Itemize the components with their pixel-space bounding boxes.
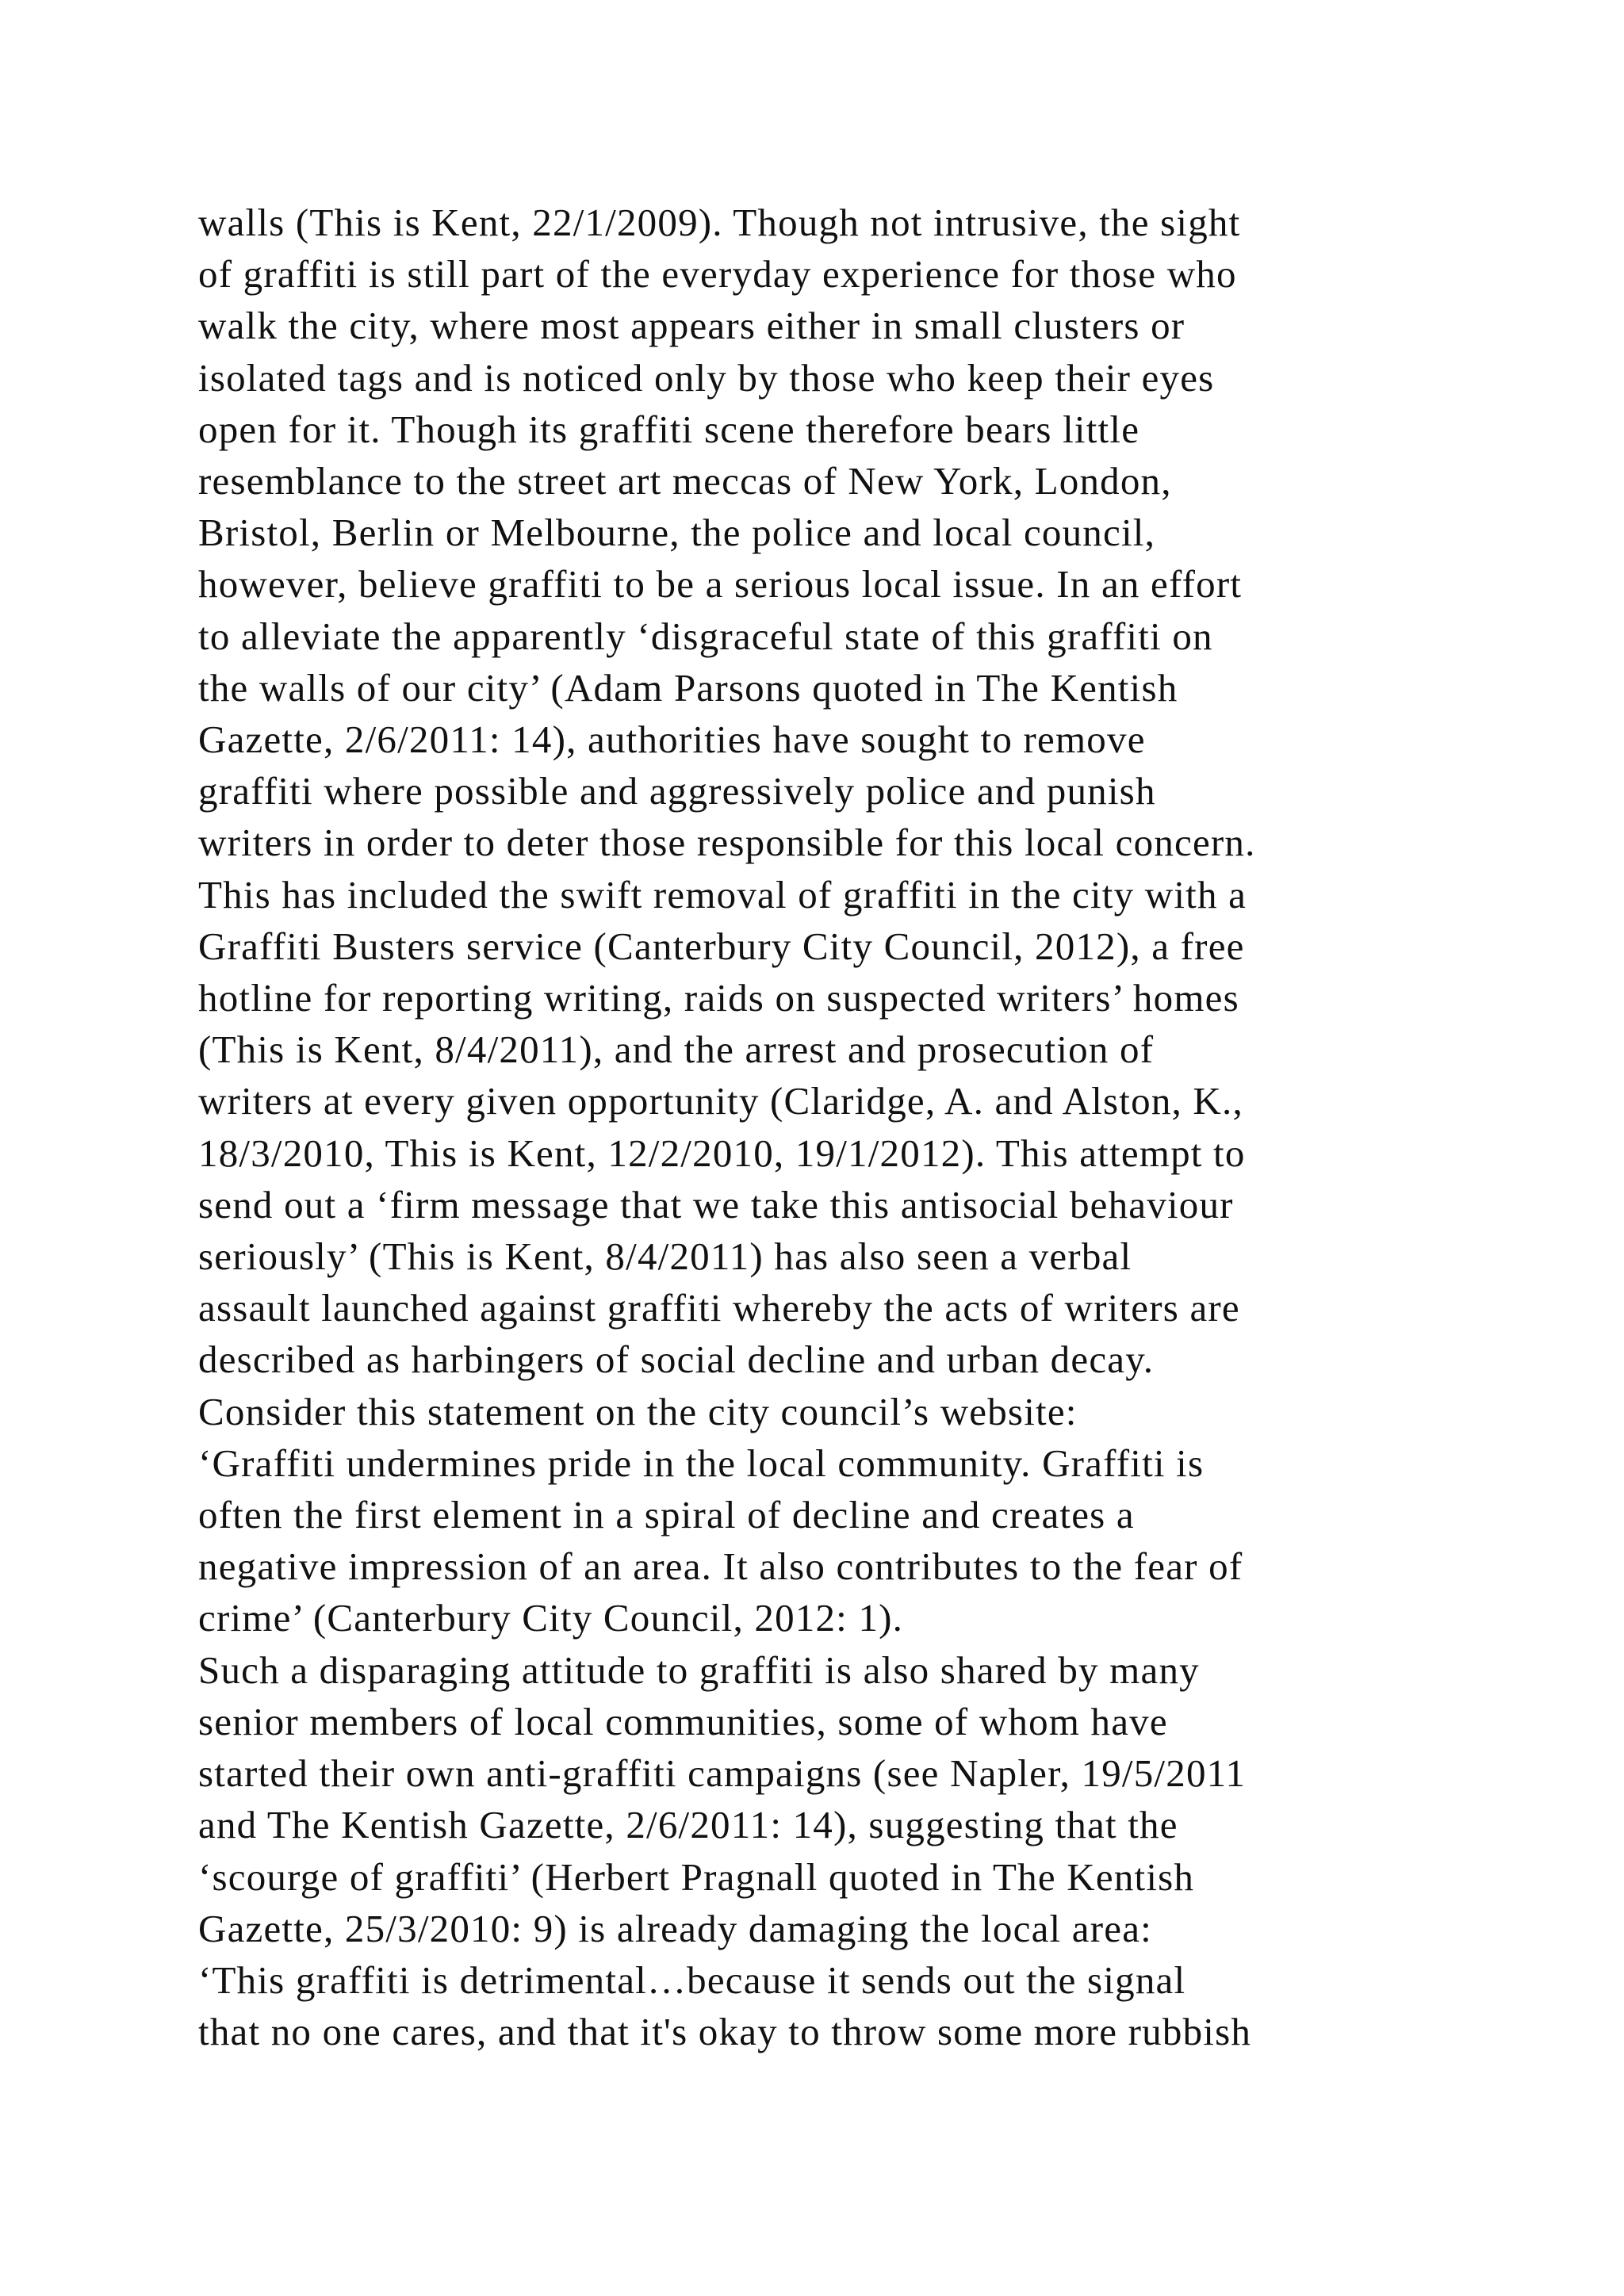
- text-line: Graffiti Busters service (Canterbury City Council, 2012), a free: [198, 924, 1245, 968]
- text-line: hotline for reporting writing, raids on suspected writers’ homes: [198, 976, 1239, 1020]
- text-line: and The Kentish Gazette, 2/6/2011: 14), suggesting that the: [198, 1803, 1178, 1847]
- text-line: walk the city, where most appears either in small clusters or: [198, 304, 1185, 348]
- text-line: described as harbingers of social decline and urban decay.: [198, 1337, 1155, 1382]
- text-line: seriously’ (This is Kent, 8/4/2011) has also seen a verbal: [198, 1234, 1132, 1279]
- text-line: walls (This is Kent, 22/1/2009). Though not intrusive, the sight: [198, 201, 1241, 244]
- body-text: [198, 197, 1435, 2057]
- text-line: ‘Graffiti undermines pride in the local community. Graffiti is: [198, 1441, 1205, 1485]
- text-line: Gazette, 25/3/2010: 9) is already damaging the local area:: [198, 1906, 1152, 1950]
- text-line: often the first element in a spiral of decline and creates a: [198, 1493, 1135, 1537]
- text-line: crime’ (Canterbury City Council, 2012: 1).: [198, 1596, 904, 1640]
- text-line: writers in order to deter those responsible for this local concern.: [198, 821, 1256, 865]
- text-line: Such a disparaging attitude to graffiti is also shared by many: [198, 1647, 1200, 1692]
- text-line: isolated tags and is noticed only by those who keep their eyes: [198, 355, 1215, 400]
- text-line: send out a ‘firm message that we take this antisocial behaviour: [198, 1182, 1234, 1226]
- text-line: writers at every given opportunity (Claridge, A. and Alston, K.,: [198, 1079, 1243, 1123]
- text-line: Gazette, 2/6/2011: 14), authorities have sought to remove: [198, 718, 1146, 762]
- text-line: started their own anti-graffiti campaigns (see Napler, 19/5/2011: [198, 1751, 1247, 1796]
- text-line: open for it. Though its graffiti scene therefore bears little: [198, 407, 1140, 451]
- text-line: (This is Kent, 8/4/2011), and the arrest and prosecution of: [198, 1027, 1155, 1072]
- text-line: however, believe graffiti to be a serious local issue. In an effort: [198, 562, 1243, 607]
- text-line: negative impression of an area. It also contributes to the fear of: [198, 1544, 1243, 1589]
- text-line: 18/3/2010, This is Kent, 12/2/2010, 19/1/2012). This attempt to: [198, 1131, 1246, 1175]
- text-line: Bristol, Berlin or Melbourne, the police and local council,: [198, 511, 1156, 555]
- text-line: of graffiti is still part of the everyday experience for those who: [198, 252, 1237, 297]
- text-line: that no one cares, and that it's okay to throw some more rubbish: [198, 2010, 1252, 2054]
- text-line: ‘scourge of graffiti’ (Herbert Pragnall quoted in The Kentish: [198, 1854, 1195, 1899]
- text-line: resemblance to the street art meccas of New York, London,: [198, 459, 1172, 503]
- text-line: the walls of our city’ (Adam Parsons quoted in The Kentish: [198, 665, 1178, 710]
- text-line: to alleviate the apparently ‘disgraceful state of this graffiti on: [198, 614, 1213, 658]
- text-line: Consider this statement on the city council’s website:: [198, 1389, 1078, 1433]
- text-line: senior members of local communities, some of whom have: [198, 1699, 1168, 1743]
- text-line: This has included the swift removal of graffiti in the city with a: [198, 872, 1247, 916]
- text-line: ‘This graffiti is detrimental…because it sends out the signal: [198, 1957, 1186, 2002]
- text-line: graffiti where possible and aggressively police and punish: [198, 769, 1156, 813]
- text-line: assault launched against graffiti whereby the acts of writers are: [198, 1286, 1240, 1330]
